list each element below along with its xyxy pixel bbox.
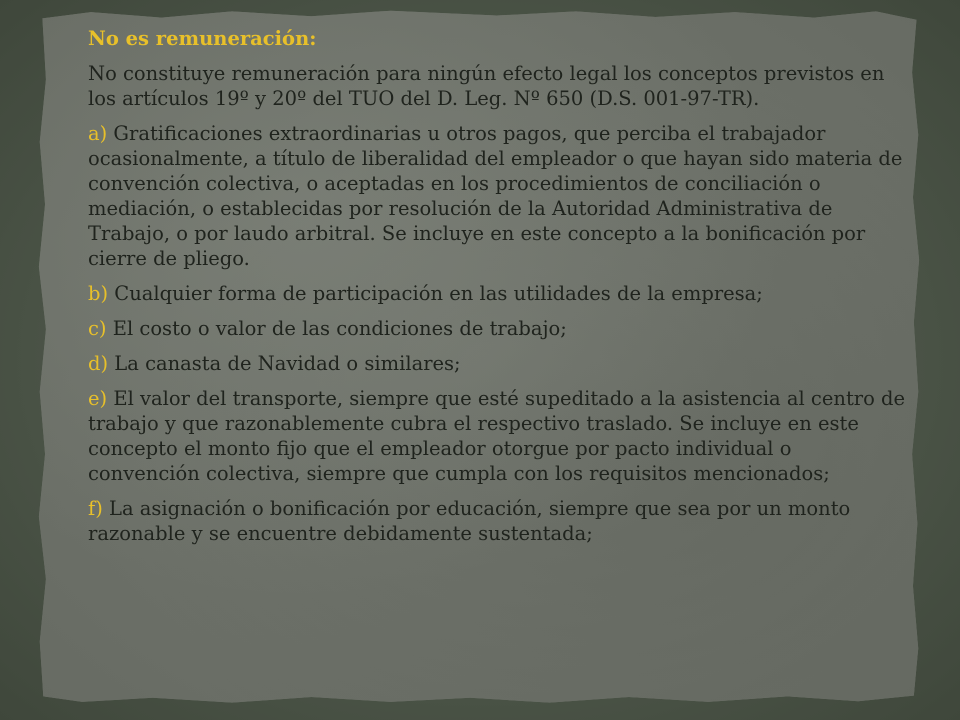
item-text: El costo o valor de las condiciones de trabajo; — [106, 317, 567, 340]
list-item-d — [88, 351, 908, 376]
slide-heading: No es remuneración: — [88, 27, 317, 50]
item-marker: e) — [88, 387, 108, 410]
item-marker: f) — [88, 497, 103, 520]
item-text: Gratificaciones extraordinarias u otros pagos, que perciba el trabajador ocasionalmente, a título de liberalidad del empleador o que hayan sido materia de convención colectiva, o aceptadas en los procedimientos de conciliación o mediación, o establecidas por resolución de la Autoridad Administrativa de Trabajo, o por laudo arbitral. Se incluye en este concepto a la bonificación por cierre de pliego. — [88, 122, 903, 270]
list-item-b — [88, 281, 908, 306]
list-item-e — [88, 386, 908, 486]
item-marker: d) — [88, 352, 109, 375]
item-text: La canasta de Navidad o similares; — [108, 352, 461, 375]
item-text: La asignación o bonificación por educación, siempre que sea por un monto razonable y se encuentre debidamente sustentada; — [88, 497, 851, 545]
slide-content — [88, 26, 908, 556]
item-text: El valor del transporte, siempre que esté supeditado a la asistencia al centro de trabajo y que razonablemente cubra el respectivo traslado. Se incluye en este concepto el monto fijo que el empleador otorgue por pacto individual o convención colectiva, siempre que cumpla con los requisitos mencionados; — [88, 387, 906, 485]
item-marker: a) — [88, 122, 108, 145]
list-item-c — [88, 316, 908, 341]
list-item-a — [88, 121, 908, 271]
item-text: Cualquier forma de participación en las utilidades de la empresa; — [108, 282, 763, 305]
item-marker: b) — [88, 282, 109, 305]
intro-paragraph: No constituye remuneración para ningún efecto legal los conceptos previstos en los artículos 19º y 20º del TUO del D. Leg. Nº 650 (D.S. 001-97-TR). — [88, 62, 885, 110]
item-marker: c) — [88, 317, 107, 340]
list-item-f — [88, 496, 908, 546]
